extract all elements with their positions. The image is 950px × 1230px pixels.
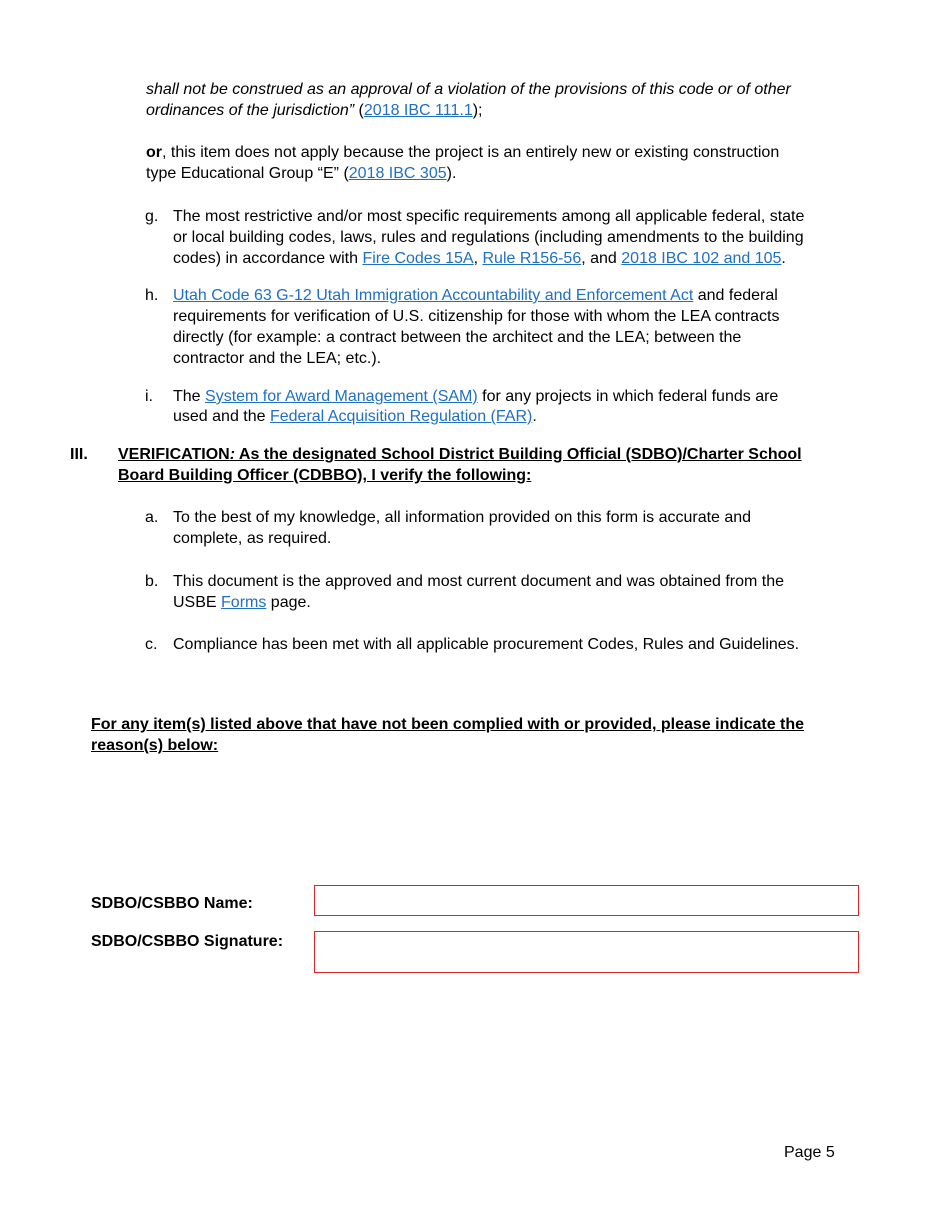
item-i-marker: i.	[145, 388, 153, 405]
ibc-102-105-link[interactable]: 2018 IBC 102 and 105	[621, 250, 782, 267]
item-g-line-3: codes) in accordance with Fire Codes 15A, Rule R156-56, and 2018 IBC 102 and 105.	[173, 250, 786, 267]
item-h-line-3: directly (for example: a contract between the architect and the LEA; between the	[173, 329, 742, 346]
signature-label: SDBO/CSBBO Signature:	[91, 933, 284, 950]
item-b-marker: b.	[145, 573, 159, 590]
item-i-line-1: The System for Award Management (SAM) for any projects in which federal funds are	[173, 388, 779, 405]
quote-line-1: shall not be construed as an approval of a violation of the provisions of this code or of other	[146, 81, 791, 98]
page-number: Page 5	[784, 1144, 835, 1161]
utah-code-link[interactable]: Utah Code 63 G-12 Utah Immigration Accountability and Enforcement Act	[173, 287, 694, 304]
or-word: or	[146, 144, 162, 161]
name-label: SDBO/CSBBO Name:	[91, 895, 253, 912]
section-heading-line-2: Board Building Officer (CDBBO), I verify the following:	[118, 467, 532, 484]
signature-field[interactable]	[314, 931, 859, 973]
sam-link[interactable]: System for Award Management (SAM)	[205, 388, 478, 405]
item-h-line-4: contractor and the LEA; etc.).	[173, 350, 382, 367]
ibc-111-link[interactable]: 2018 IBC 111.1	[363, 102, 473, 119]
fire-codes-link[interactable]: Fire Codes 15A	[362, 250, 474, 267]
item-g-marker: g.	[145, 208, 159, 225]
item-i-line-2: used and the Federal Acquisition Regulation (FAR).	[173, 408, 537, 425]
item-g-line-1: The most restrictive and/or most specific requirements among all applicable federal, state	[173, 208, 805, 225]
forms-link[interactable]: Forms	[221, 594, 267, 611]
item-c-marker: c.	[145, 636, 158, 653]
far-link[interactable]: Federal Acquisition Regulation (FAR)	[269, 408, 533, 425]
item-a-line-2: complete, as required.	[173, 530, 332, 547]
quote-text: ordinances of the jurisdiction”	[146, 102, 355, 119]
item-g-line-2: or local building codes, laws, rules and regulations (including amendments to the building	[173, 229, 804, 246]
item-a-marker: a.	[145, 509, 159, 526]
reason-heading-line-2: reason(s) below:	[91, 737, 219, 754]
item-a-line-1: To the best of my knowledge, all information provided on this form is accurate and	[173, 509, 752, 526]
quote-line-2: ordinances of the jurisdiction” (2018 IBC 111.1);	[146, 102, 483, 119]
item-b-line-1: This document is the approved and most current document and was obtained from the	[173, 573, 785, 590]
section-heading-word: VERIFICATION	[118, 446, 230, 463]
or-line-1: or, this item does not apply because the project is an entirely new or existing construction	[146, 144, 780, 161]
item-h-marker: h.	[145, 287, 159, 304]
item-h-line-2: requirements for verification of U.S. citizenship for those with whom the LEA contracts	[173, 308, 780, 325]
item-h-line-1: Utah Code 63 G-12 Utah Immigration Accountability and Enforcement Act and federal	[173, 287, 778, 304]
section-heading-line-1: VERIFICATION: As the designated School District Building Official (SDBO)/Charter School	[118, 446, 802, 463]
rule-r156-link[interactable]: Rule R156-56	[482, 250, 582, 267]
section-numeral: III.	[70, 446, 88, 463]
name-field[interactable]	[314, 885, 859, 916]
reason-heading-line-1: For any item(s) listed above that have not been complied with or provided, please indicate the	[91, 716, 805, 733]
or-line-2: type Educational Group “E” (2018 IBC 305).	[146, 165, 457, 182]
ibc-305-link[interactable]: 2018 IBC 305	[348, 165, 447, 182]
item-c-line-1: Compliance has been met with all applicable procurement Codes, Rules and Guidelines.	[173, 636, 800, 653]
item-b-line-2: USBE Forms page.	[173, 594, 311, 611]
